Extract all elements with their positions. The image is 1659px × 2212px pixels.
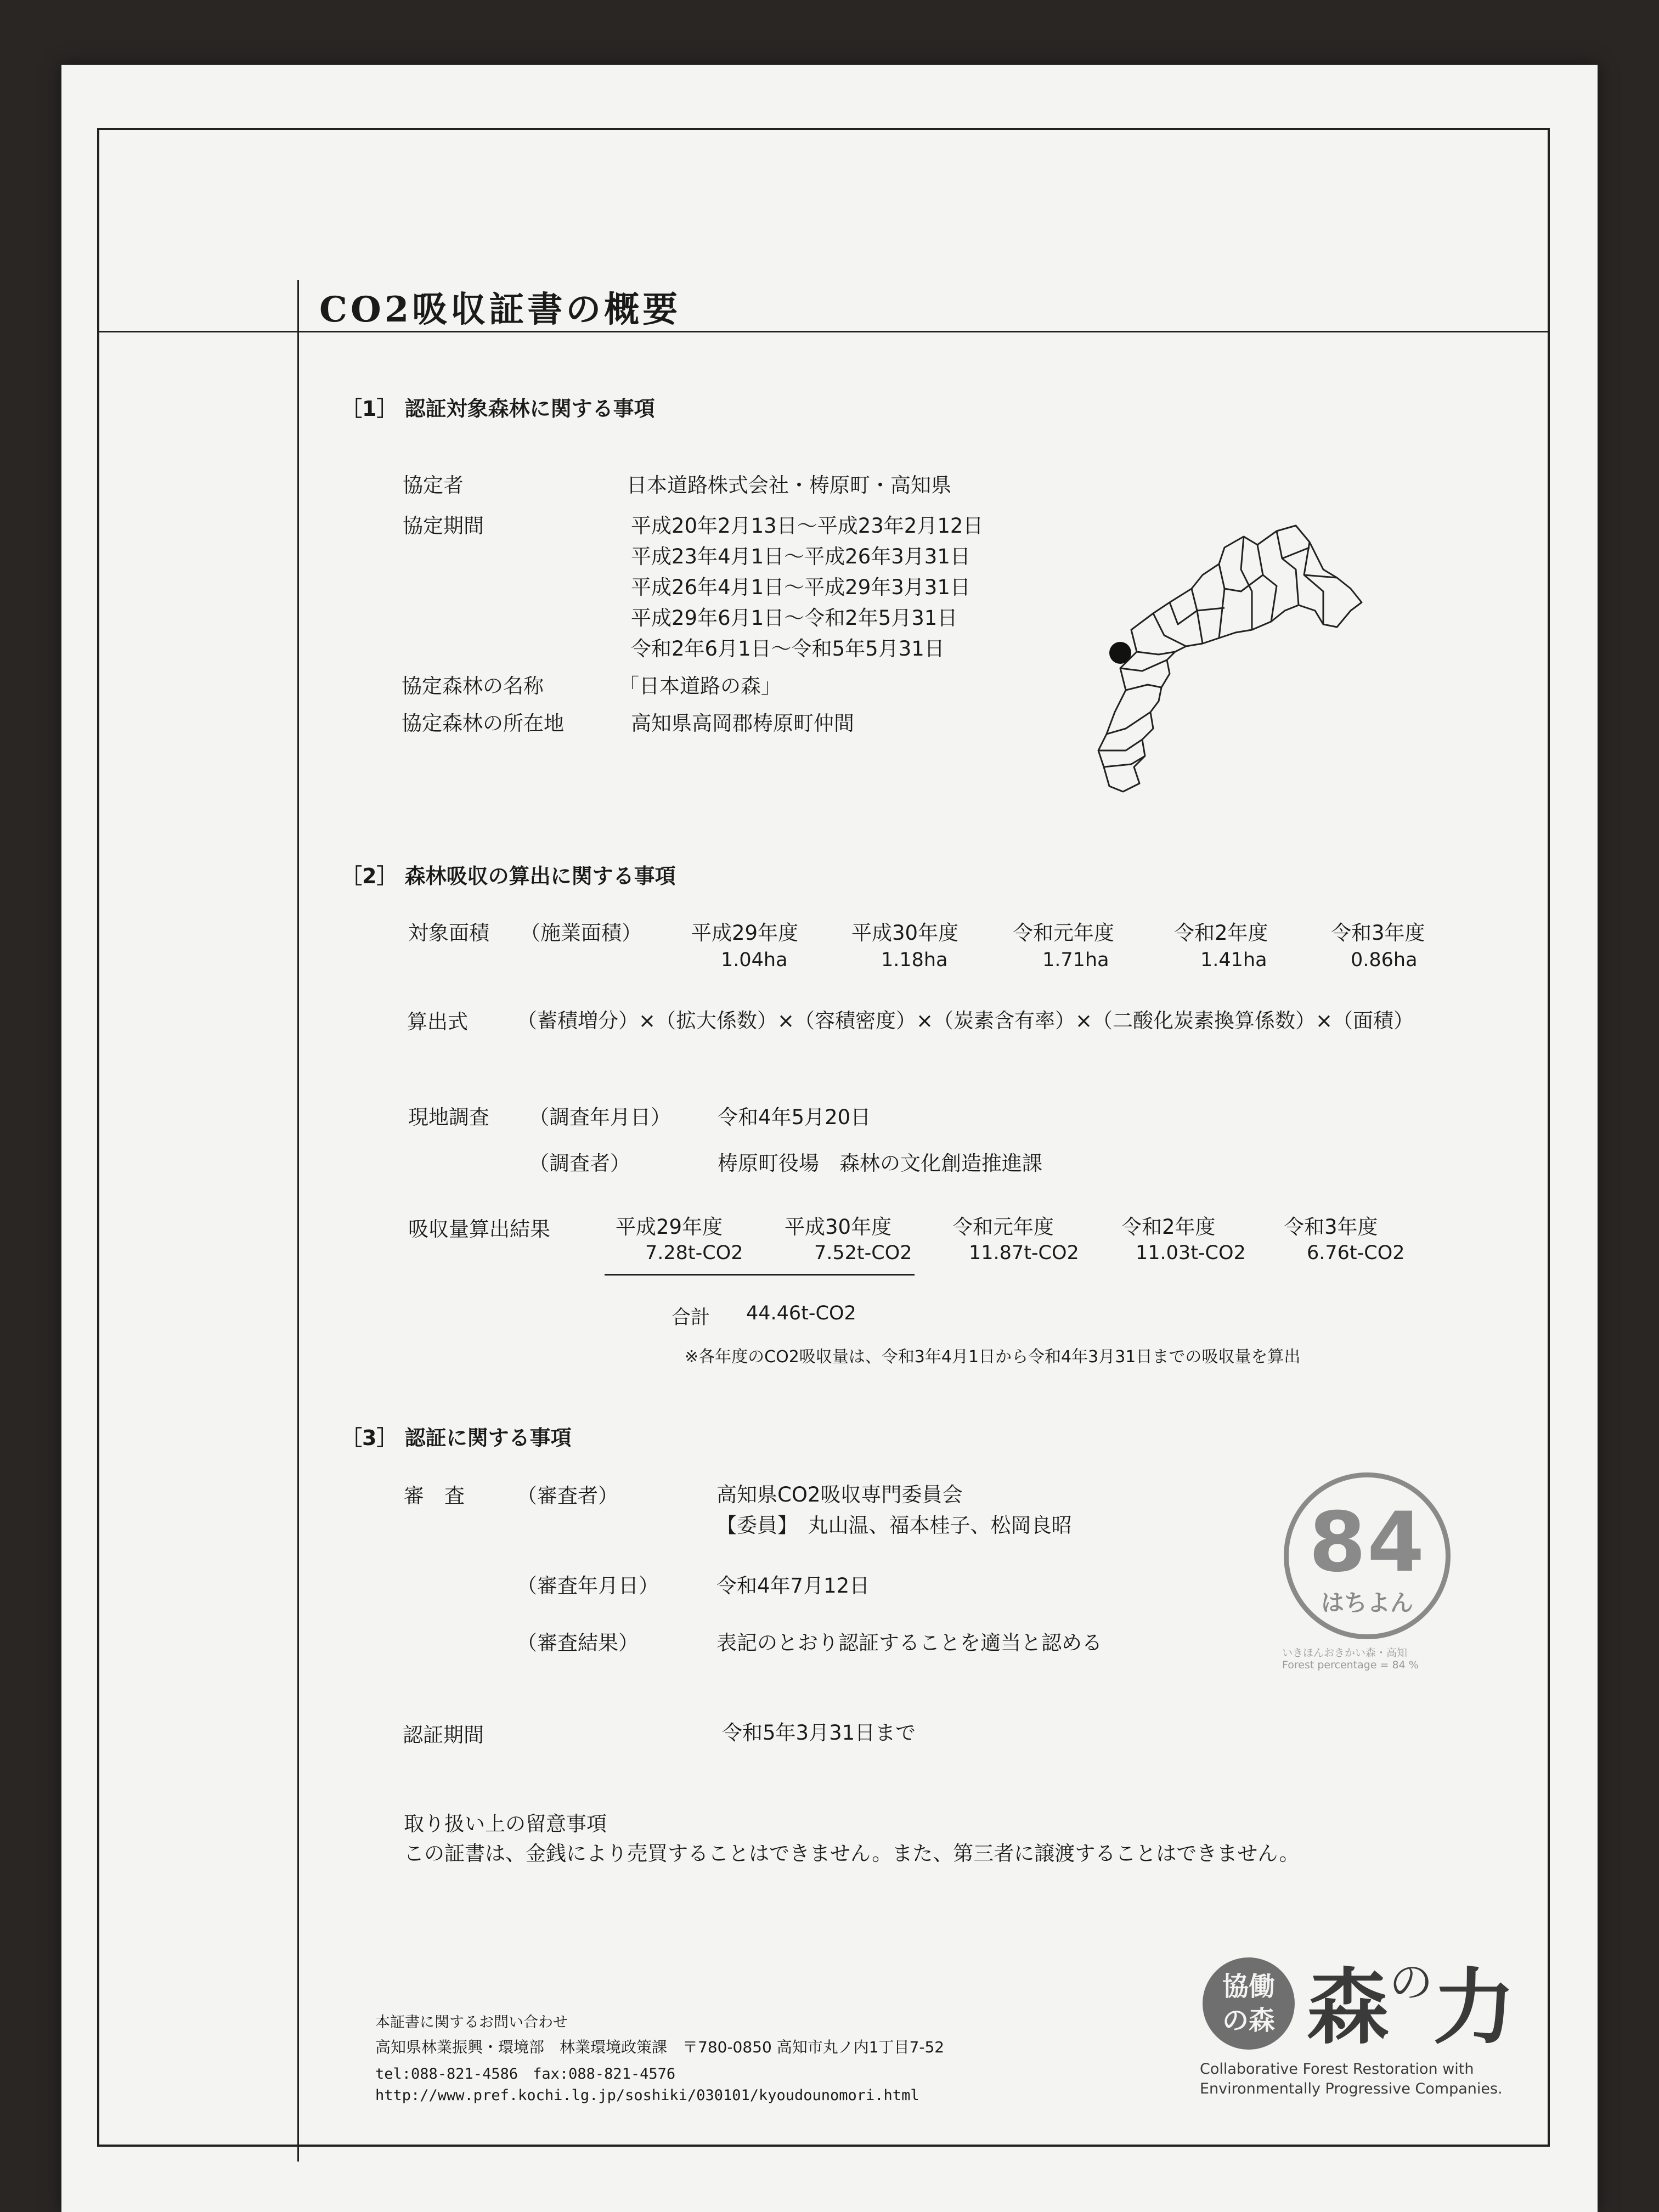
mori-no-chikara-logo [1307,1941,1515,2059]
forest-name-label: 協定森林の名称 [402,674,544,698]
collaborative-caption [1200,2059,1503,2099]
logo84-caption-jp: いきほんおきかい森・高知 [1282,1647,1408,1659]
caption-line-1: Collaborative Forest Restoration with [1200,2061,1474,2078]
result-year-3: 令和元年度 [952,1215,1054,1239]
location-marker-icon [1109,642,1131,664]
reviewer-members: 【委員】 丸山温、福本桂子、松岡良昭 [716,1514,1072,1537]
total-label: 合計 [672,1307,710,1329]
result-value-3: 11.87t-CO2 [969,1242,1079,1264]
review-date: 令和4年7月12日 [716,1574,870,1598]
result-value-2: 7.52t-CO2 [814,1242,912,1264]
surveyor-value: 梼原町役場 森林の文化創造推進課 [718,1152,1042,1175]
party-value: 日本道路株式会社・梼原町・高知県 [627,473,951,497]
calculation-note: ※各年度のCO2吸収量は、令和3年4月1日から令和4年3月31日までの吸収量を算出 [685,1347,1301,1367]
contact-dept: 高知県林業振興・環境部 林業環境政策課 〒780-0850 高知市丸ノ内1丁目7-52 [375,2038,945,2056]
area-value-3: 1.71ha [1042,949,1109,971]
result-value-4: 11.03t-CO2 [1136,1242,1246,1264]
cert-period-value: 令和5年3月31日まで [722,1721,916,1745]
kochi-map-icon [1093,493,1367,800]
party-label: 協定者 [403,473,464,497]
reviewer-label: （審査者） [517,1484,618,1508]
certificate-paper [61,65,1598,2212]
forest-84-logo [1284,1472,1451,1639]
area-value-4: 1.41ha [1200,949,1267,971]
area-year-2: 平成30年度 [851,921,959,945]
survey-label: 現地調査 [408,1105,489,1129]
logo-chikara-char: 力 [1433,1959,1516,2056]
survey-date-label: （調査年月日） [529,1105,671,1129]
review-result: 表記のとおり認証することを適当と認める [716,1631,1102,1655]
area-year-5: 令和3年度 [1331,921,1425,945]
surveyor-label: （調査者） [529,1152,630,1175]
section1-heading: ［1］ 認証対象森林に関する事項 [341,397,655,421]
area-label: 対象面積 [408,921,489,945]
caption-line-2: Environmentally Progressive Companies. [1200,2080,1503,2097]
review-date-label: （審査年月日） [517,1574,659,1598]
period-label: 協定期間 [403,514,484,538]
period-value-4: 平成29年6月1日～令和2年5月31日 [631,606,958,630]
forest-location-value: 高知県高岡郡梼原町仲間 [631,712,854,735]
left-margin-line [297,280,299,2162]
result-value-1: 7.28t-CO2 [645,1242,743,1264]
area-value-2: 1.18ha [881,949,948,971]
badge-line-2: の森 [1222,2005,1275,2036]
formula-label: 算出式 [407,1010,468,1034]
period-value-1: 平成20年2月13日～平成23年2月12日 [631,514,984,538]
logo-number: 84 [1308,1495,1426,1590]
logo-no-char: の [1389,1957,1434,2008]
title-divider [97,331,1550,332]
logo-mori-char: 森 [1307,1959,1390,2056]
area-year-1: 平成29年度 [691,921,799,945]
total-rule [605,1274,915,1276]
section2-heading: ［2］ 森林吸収の算出に関する事項 [341,864,676,888]
area-sublabel: （施業面積） [520,921,642,945]
period-value-2: 平成23年4月1日～平成26年3月31日 [631,545,970,568]
section3-heading: ［3］ 認証に関する事項 [341,1426,572,1450]
area-value-1: 1.04ha [721,949,788,971]
area-year-3: 令和元年度 [1013,921,1114,945]
logo-kana: はちよん [1321,1589,1413,1616]
badge-line-1: 協働 [1222,1971,1275,2002]
review-result-label: （審査結果） [517,1631,639,1655]
result-label: 吸収量算出結果 [408,1217,550,1241]
area-value-5: 0.86ha [1351,949,1418,971]
notes-heading: 取り扱い上の留意事項 [404,1812,607,1836]
forest-location-label: 協定森林の所在地 [402,712,564,735]
contact-url: http://www.pref.kochi.lg.jp/soshiki/030101/kyoudounomori.html [375,2087,919,2104]
result-year-5: 令和3年度 [1284,1215,1378,1239]
page-title: CO2吸収証書の概要 [319,289,681,330]
period-value-3: 平成26年4月1日～平成29年3月31日 [631,575,970,599]
notes-text: この証書は、金銭により売買することはできません。また、第三者に譲渡することはできません。 [404,1842,1300,1865]
contact-heading: 本証書に関するお問い合わせ [375,2014,568,2031]
result-value-5: 6.76t-CO2 [1307,1242,1405,1264]
period-value-5: 令和2年6月1日～令和5年5月31日 [631,637,945,661]
survey-date: 令和4年5月20日 [718,1105,871,1129]
logo84-caption-en: Forest percentage = 84 % [1282,1659,1419,1671]
contact-tel: tel:088-821-4586 fax:088-821-4576 [375,2066,676,2083]
area-year-4: 令和2年度 [1174,921,1268,945]
total-value: 44.46t-CO2 [746,1302,856,1324]
result-year-4: 令和2年度 [1121,1215,1216,1239]
formula-value: （蓄積増分）×（拡大係数）×（容積密度）×（炭素含有率）×（二酸化炭素換算係数）×（面積） [517,1009,1414,1032]
review-label: 審 査 [404,1484,465,1508]
forest-name-value: 「日本道路の森」 [619,674,781,698]
result-year-1: 平成29年度 [616,1215,723,1239]
reviewer-value: 高知県CO2吸収専門委員会 [716,1483,963,1506]
kyodo-no-mori-badge [1203,1957,1295,2050]
result-year-2: 平成30年度 [785,1215,892,1239]
cert-period-label: 認証期間 [403,1723,484,1747]
